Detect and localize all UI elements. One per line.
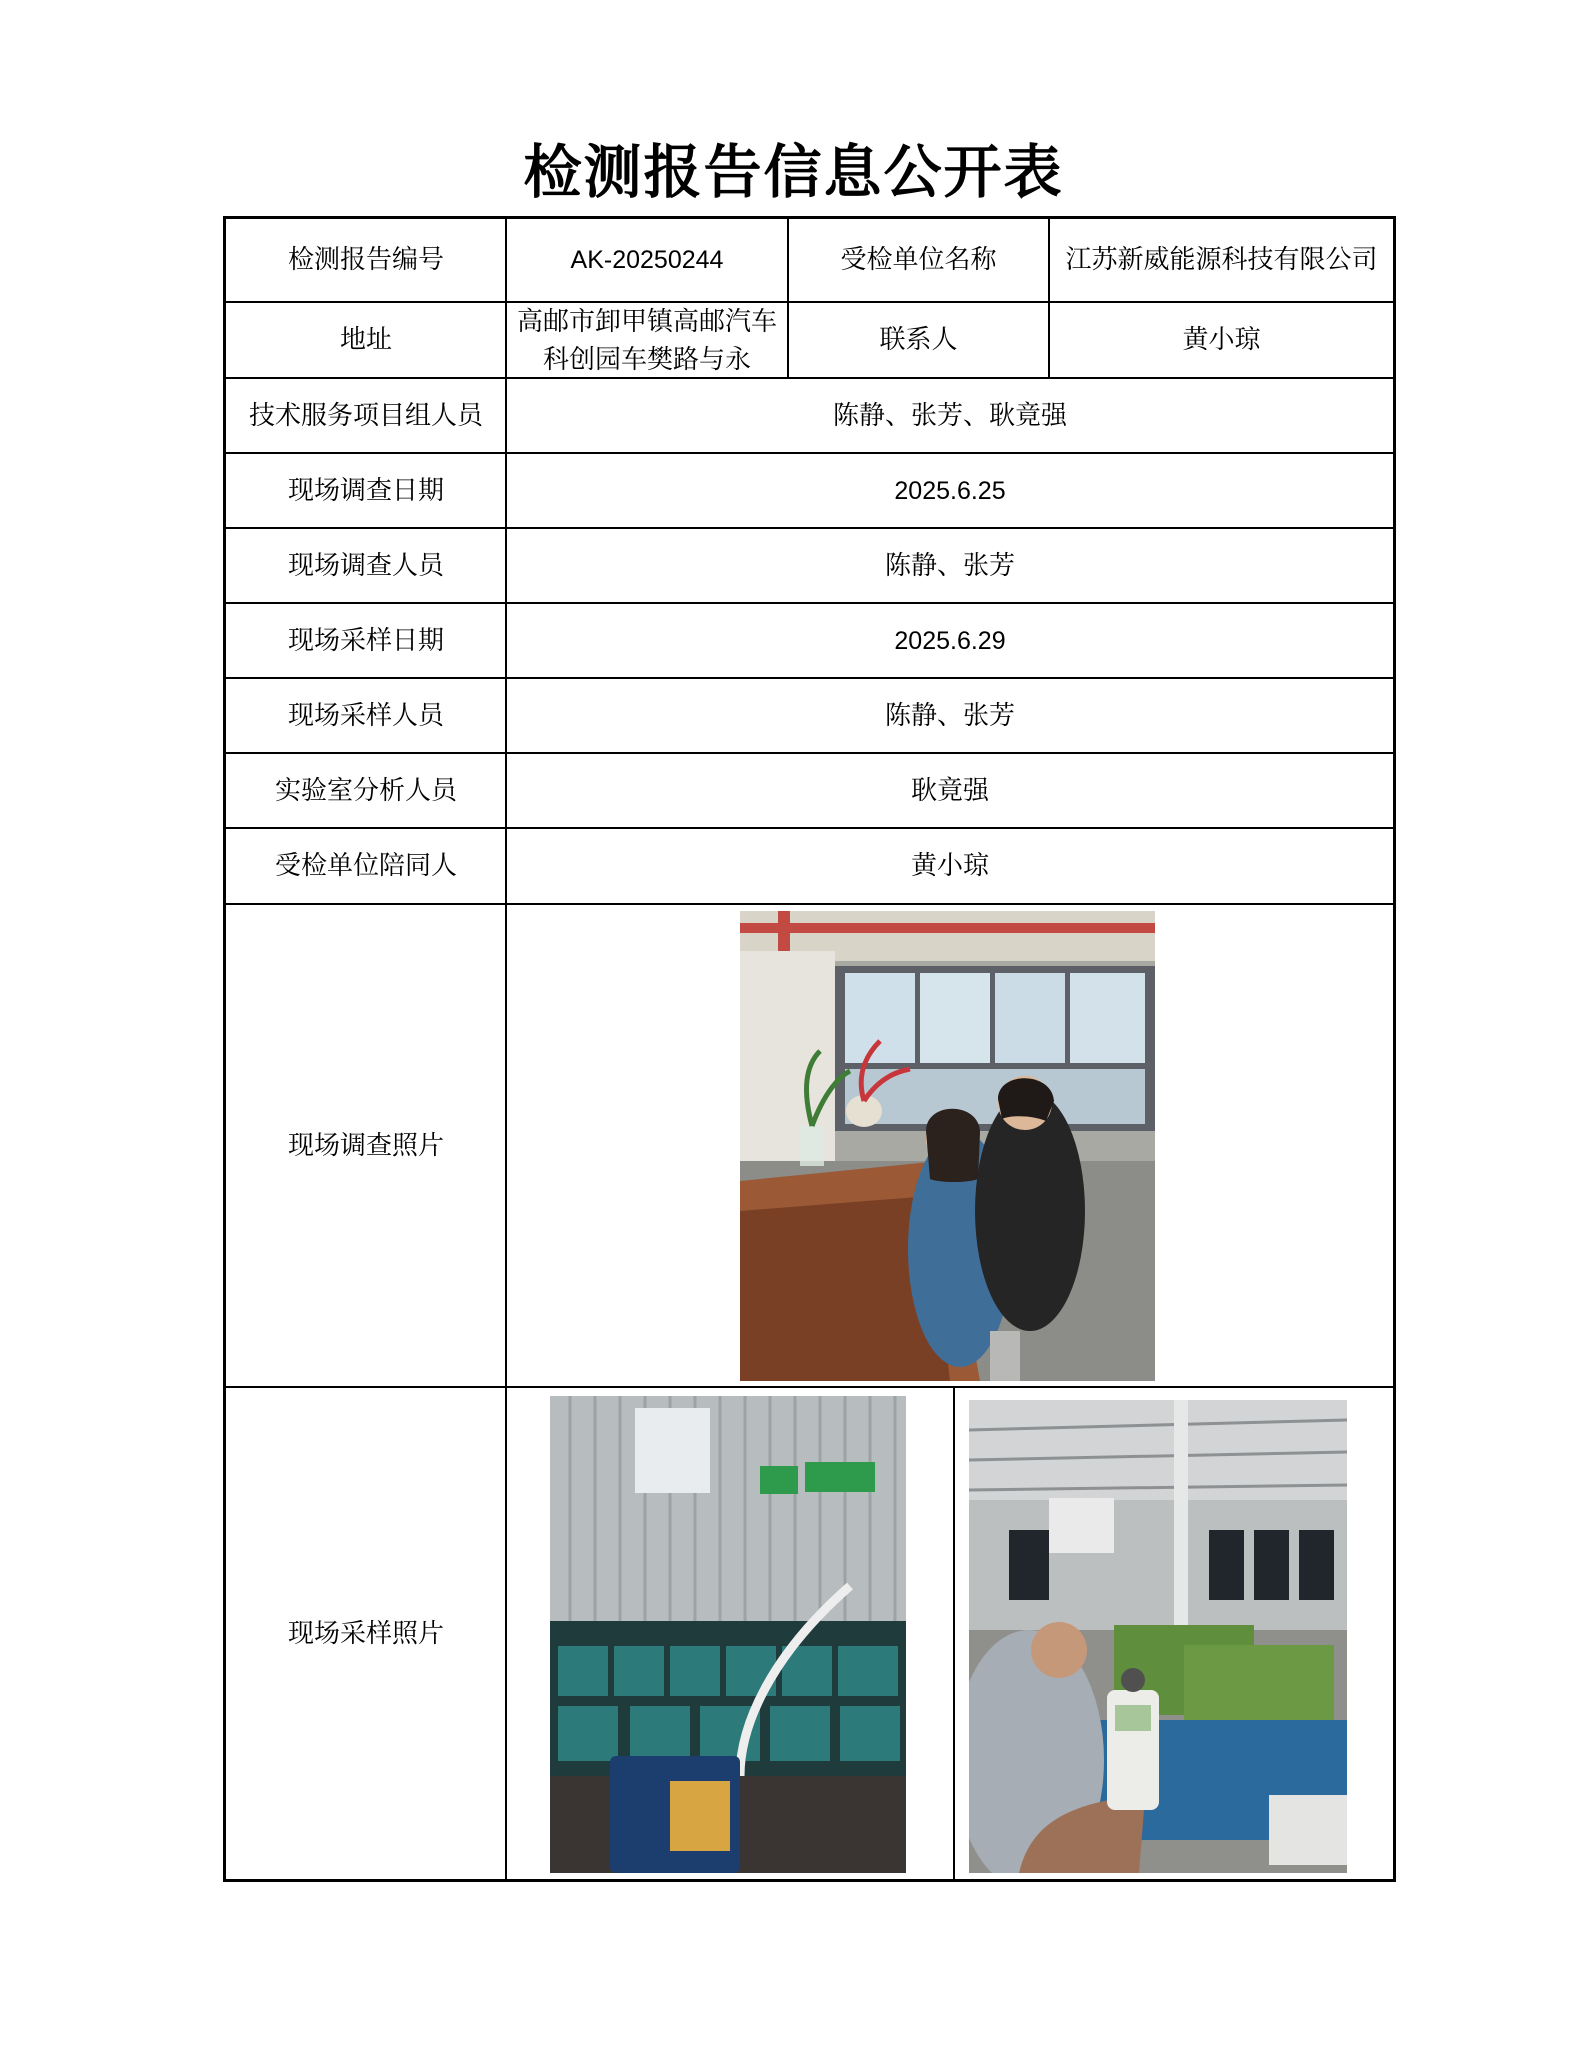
team-label: 技术服务项目组人员: [248, 400, 483, 431]
survey-photo: [740, 911, 1155, 1381]
lab-staff-value: 耿竟强: [910, 775, 989, 806]
address-label: 地址: [339, 325, 392, 355]
survey-date-label: 现场调查日期: [287, 475, 444, 506]
sampling-staff-value: 陈静、张芳: [884, 700, 1015, 731]
sampling-date-value: 2025.6.29: [894, 626, 1006, 655]
sampling-date-label: 现场采样日期: [287, 625, 444, 656]
sampling-staff-label: 现场采样人员: [287, 700, 444, 731]
inspected-unit-value: 江苏新威能源科技有限公司: [1065, 245, 1378, 275]
survey-staff-value: 陈静、张芳: [884, 550, 1015, 581]
contact-label: 联系人: [879, 325, 958, 355]
address-value: 高邮市卸甲镇高邮汽车科创园车樊路与永: [517, 307, 778, 375]
sampling-photo-label: 现场采样照片: [287, 1618, 444, 1649]
sampling-photo-noise-meter: [969, 1400, 1347, 1873]
contact-value: 黄小琼: [1182, 325, 1261, 355]
report-number-value: AK-20250244: [570, 246, 724, 274]
inspected-unit-label: 受检单位名称: [840, 245, 997, 275]
escort-label: 受检单位陪同人: [274, 851, 457, 881]
lab-staff-label: 实验室分析人员: [274, 775, 457, 806]
escort-value: 黄小琼: [910, 851, 989, 881]
survey-staff-label: 现场调查人员: [287, 550, 444, 581]
team-value: 陈静、张芳、耿竟强: [832, 400, 1067, 431]
sampling-photo-battery-room: [550, 1396, 906, 1873]
survey-date-value: 2025.6.25: [894, 476, 1006, 505]
survey-photo-label: 现场调查照片: [287, 1130, 444, 1161]
page-title: 检测报告信息公开表: [523, 138, 1064, 206]
report-number-label: 检测报告编号: [287, 245, 444, 275]
info-table: [223, 216, 1396, 1882]
